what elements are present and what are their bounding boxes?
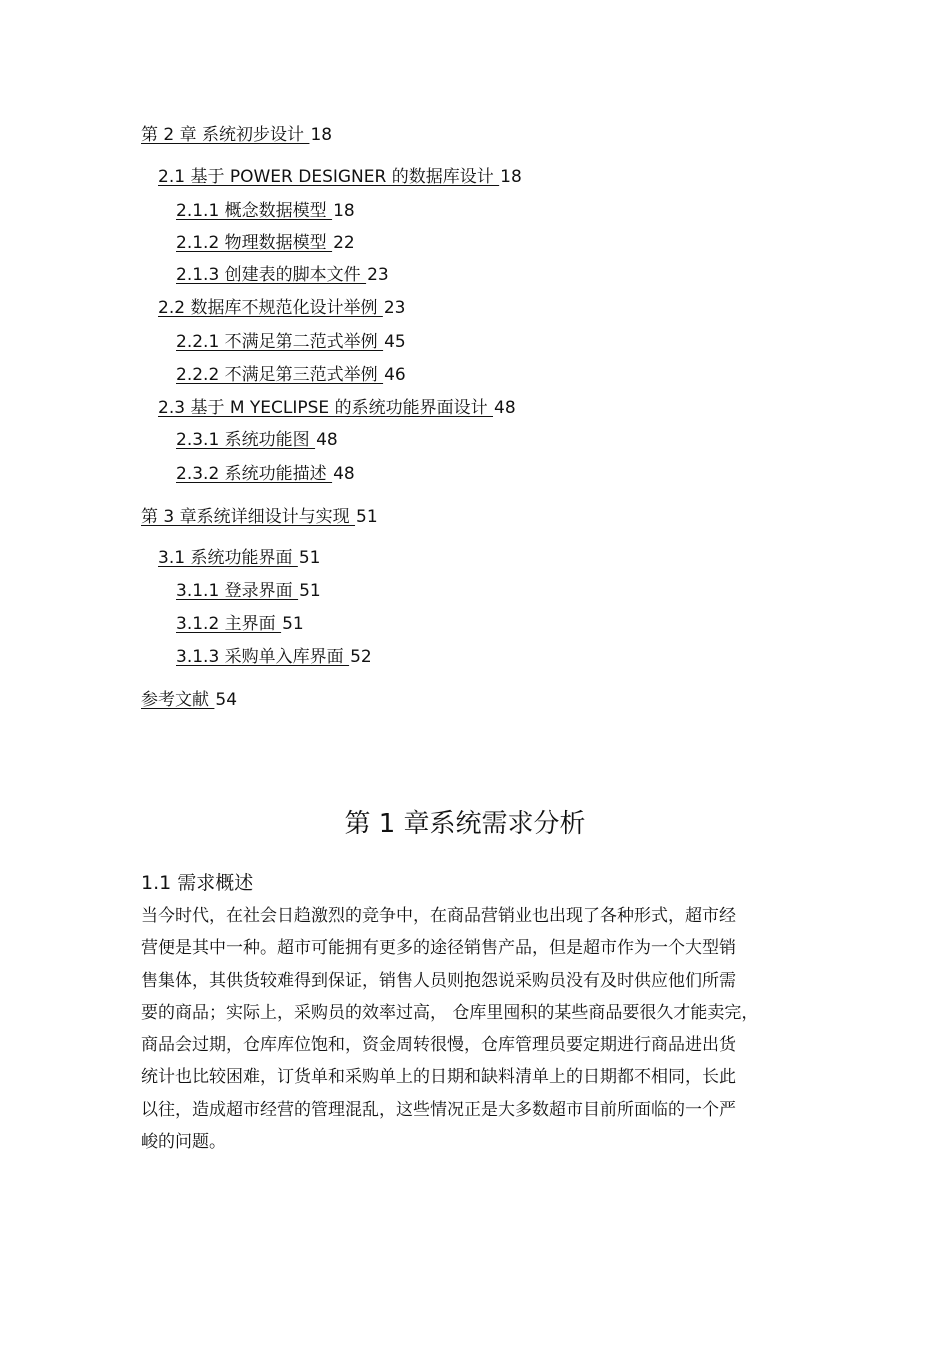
paragraph-line: 当今时代，在社会日趋激烈的竞争中，在商品营销业也出现了各种形式，超市经 xyxy=(141,906,736,926)
toc-entry-page: 48 xyxy=(316,430,338,450)
toc-entry-title[interactable]: 2.2.1 不满足第二范式举例 xyxy=(176,332,384,352)
toc-entry-page: 51 xyxy=(356,507,378,527)
toc-entry[interactable] xyxy=(176,264,389,286)
toc-entry[interactable] xyxy=(158,547,320,569)
toc-entry-page: 23 xyxy=(367,265,389,285)
toc-entry-title[interactable]: 2.2 数据库不规范化设计举例 xyxy=(158,298,383,318)
toc-entry-page: 51 xyxy=(282,614,304,634)
toc-entry-title[interactable]: 第 3 章系统详细设计与实现 xyxy=(141,507,356,527)
toc-entry-title[interactable]: 2.3.2 系统功能描述 xyxy=(176,464,333,484)
toc-entry[interactable] xyxy=(176,646,372,668)
toc-entry-page: 23 xyxy=(383,298,406,318)
toc-entry-title[interactable]: 3.1.1 登录界面 xyxy=(176,581,299,601)
paragraph-line: 售集体，其供货较难得到保证，销售人员则抱怨说采购员没有及时供应他们所需 xyxy=(141,970,736,991)
toc-entry-page: 54 xyxy=(215,690,238,710)
toc-entry-page: 51 xyxy=(298,548,321,568)
toc-entry-title[interactable]: 参考文献 xyxy=(141,690,215,710)
toc-entry[interactable] xyxy=(158,166,522,188)
section-title: 1.1 需求概述 xyxy=(141,872,254,894)
toc-entry-page: 51 xyxy=(299,581,321,601)
paragraph-line: 营便是其中一种。超市可能拥有更多的途径销售产品，但是超市作为一个大型销 xyxy=(141,938,736,959)
toc-entry[interactable] xyxy=(176,200,355,222)
toc-entry-page: 18 xyxy=(310,125,333,145)
toc-entry-title[interactable]: 2.1.3 创建表的脚本文件 xyxy=(176,265,367,285)
toc-entry-title[interactable]: 3.1 系统功能界面 xyxy=(158,548,298,568)
toc-entry-page: 48 xyxy=(333,464,355,484)
toc-entry-title[interactable]: 2.1.1 概念数据模型 xyxy=(176,201,333,221)
toc-entry-title[interactable]: 2.1 基于 POWER DESIGNER 的数据库设计 xyxy=(158,167,500,187)
toc-entry-page: 52 xyxy=(350,647,372,667)
paragraph-line: 商品会过期，仓库库位饱和，资金周转很慢，仓库管理员要定期进行商品进出货 xyxy=(141,1035,736,1056)
toc-entry[interactable] xyxy=(176,613,304,635)
toc-entry[interactable] xyxy=(176,429,338,451)
body-paragraph xyxy=(141,900,791,1158)
toc-entry-page: 22 xyxy=(333,233,355,253)
toc-entry[interactable] xyxy=(176,364,406,386)
toc-entry[interactable] xyxy=(158,397,516,419)
toc-entry-page: 46 xyxy=(384,365,406,385)
paragraph-line: 要的商品；实际上，采购员的效率过高， 仓库里囤积的某些商品要很久才能卖完， xyxy=(141,1002,759,1023)
paragraph-line: 统计也比较困难，订货单和采购单上的日期和缺料清单上的日期都不相同，长此 xyxy=(141,1067,736,1088)
toc-entry-page: 48 xyxy=(494,398,516,418)
toc-entry-page: 18 xyxy=(500,167,522,187)
toc-entry[interactable] xyxy=(158,297,405,319)
toc-entry[interactable] xyxy=(176,463,355,485)
toc-entry[interactable] xyxy=(141,124,332,146)
toc-entry[interactable] xyxy=(176,580,321,602)
toc-entry-title[interactable]: 第 2 章 系统初步设计 xyxy=(141,125,310,145)
toc-entry-title[interactable]: 3.1.3 采购单入库界面 xyxy=(176,647,350,667)
toc-entry[interactable] xyxy=(141,506,378,528)
paragraph-line: 峻的问题。 xyxy=(141,1132,226,1153)
toc-entry-title[interactable]: 2.3.1 系统功能图 xyxy=(176,430,316,450)
chapter-title: 第 1 章系统需求分析 xyxy=(344,809,586,839)
toc-entry[interactable] xyxy=(176,232,355,254)
toc-entry-title[interactable]: 2.2.2 不满足第三范式举例 xyxy=(176,365,384,385)
toc-entry-title[interactable]: 2.1.2 物理数据模型 xyxy=(176,233,333,253)
toc-entry-title[interactable]: 3.1.2 主界面 xyxy=(176,614,282,634)
toc-entry-page: 45 xyxy=(384,332,406,352)
paragraph-line: 以往，造成超市经营的管理混乱，这些情况正是大多数超市目前所面临的一个严 xyxy=(141,1099,736,1120)
toc-entry-title[interactable]: 2.3 基于 M YECLIPSE 的系统功能界面设计 xyxy=(158,398,493,418)
toc-entry[interactable] xyxy=(176,331,406,353)
toc-entry-page: 18 xyxy=(333,201,355,221)
toc-entry[interactable] xyxy=(141,689,237,711)
